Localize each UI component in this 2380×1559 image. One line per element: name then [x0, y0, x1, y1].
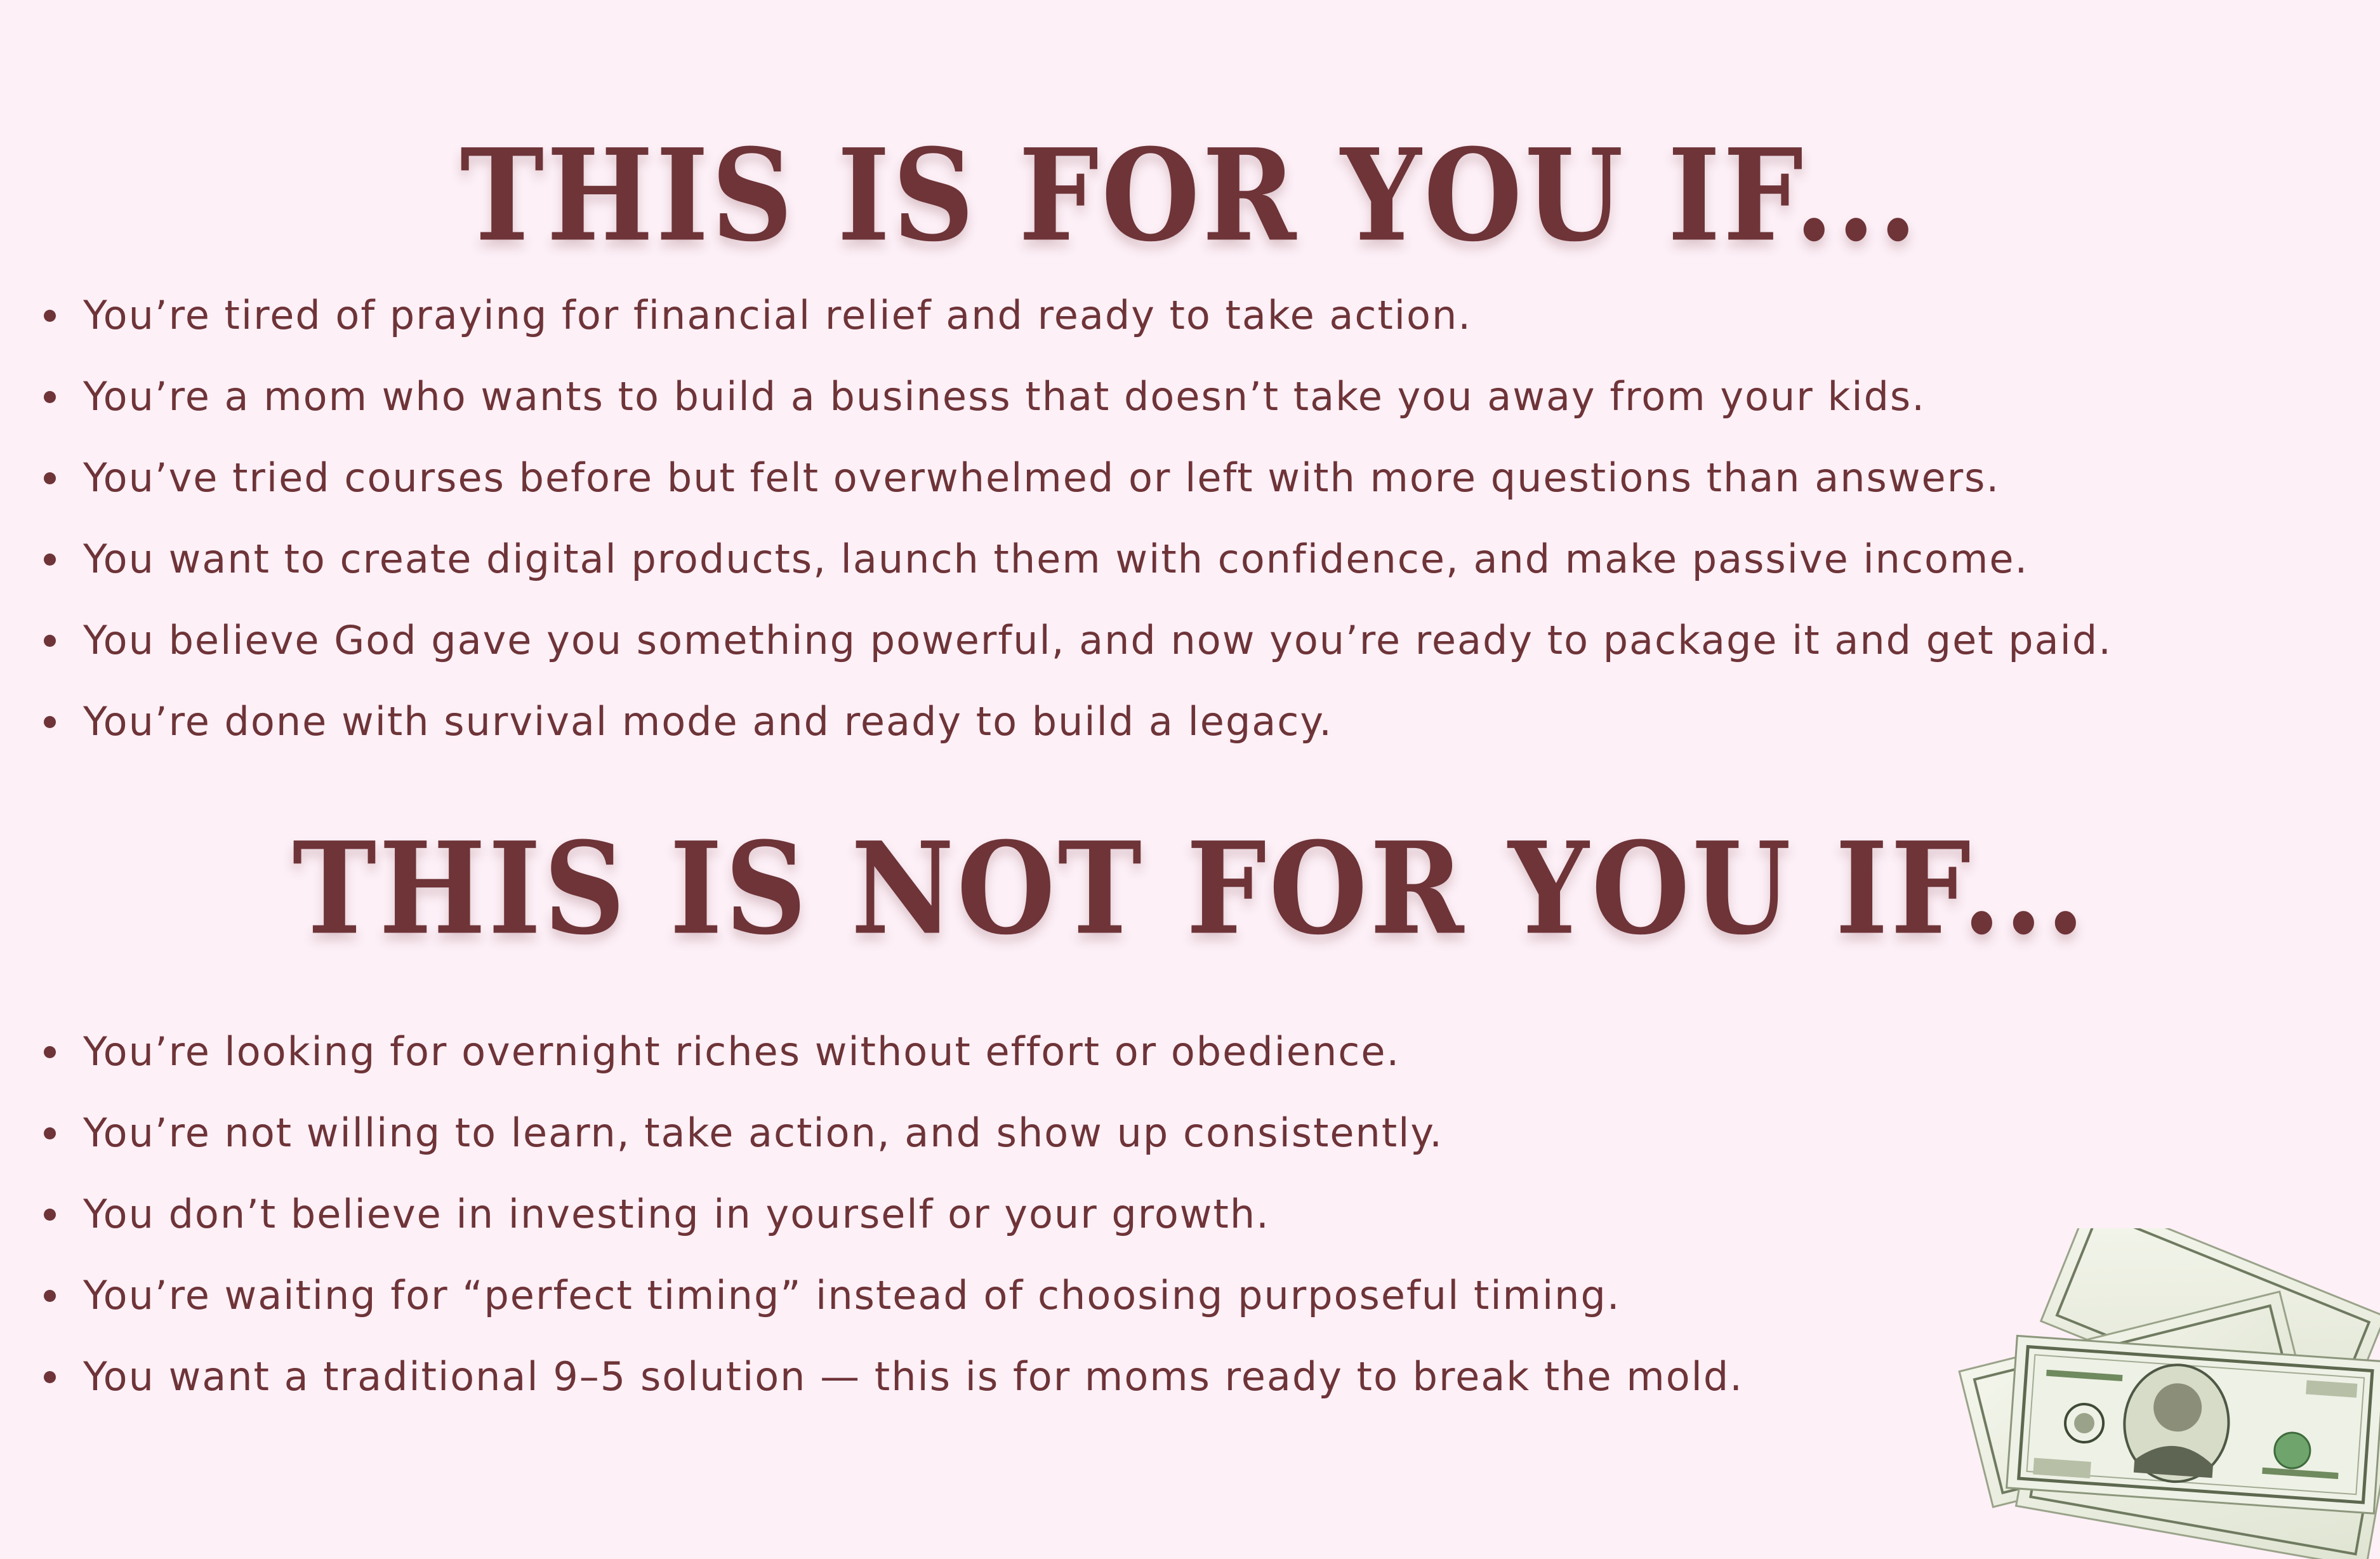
heading-for-you: THIS IS FOR YOU IF... [459, 121, 1921, 270]
bullet-icon [44, 1371, 56, 1383]
list-item-text: You want to create digital products, launch them with confidence, and make passive income. [83, 536, 2029, 582]
list-item-text: You want a traditional 9–5 solution — this is for moms ready to break the mold. [83, 1353, 1743, 1400]
list-item [0, 437, 2112, 519]
list-item-text: You’re looking for overnight riches without effort or obedience. [83, 1028, 1401, 1075]
list-item-text: You’re not willing to learn, take action, and show up consistently. [83, 1110, 1443, 1156]
list-item-text: You’re a mom who wants to build a business that doesn’t take you away from your kids. [83, 373, 1926, 420]
list-item [0, 519, 2112, 600]
list-item-text: You’re tired of praying for financial relief and ready to take action. [83, 292, 1472, 338]
list-item [0, 1092, 1743, 1174]
bullet-icon [44, 472, 56, 484]
list-item [0, 600, 2112, 681]
not-for-you-list [0, 1011, 1743, 1417]
list-item [0, 356, 2112, 437]
bullet-icon [44, 1127, 56, 1139]
list-item-text: You believe God gave you something powerful, and now you’re ready to package it and get paid. [83, 617, 2112, 663]
list-item [0, 1011, 1743, 1092]
bullet-icon [44, 635, 56, 647]
front-bill [2007, 1336, 2380, 1513]
list-item-text: You’ve tried courses before but felt overwhelmed or left with more questions than answers. [83, 454, 2000, 501]
bullet-icon [44, 554, 56, 566]
for-you-list [0, 275, 2112, 762]
list-item-text: You don’t believe in investing in yourself or your growth. [83, 1191, 1270, 1237]
money-stack-image [1948, 1228, 2380, 1559]
list-item-text: You’re waiting for “perfect timing” instead of choosing purposeful timing. [83, 1272, 1621, 1318]
bullet-icon [44, 1290, 56, 1302]
heading-not-for-you: THIS IS NOT FOR YOU IF... [292, 814, 2088, 963]
list-item [0, 1336, 1743, 1417]
bullet-icon [44, 716, 56, 728]
list-item [0, 275, 2112, 356]
bullet-icon [44, 310, 56, 322]
list-item [0, 1255, 1743, 1336]
bullet-icon [44, 1046, 56, 1058]
bullet-icon [44, 391, 56, 403]
bullet-icon [44, 1209, 56, 1221]
list-item [0, 681, 2112, 762]
list-item-text: You’re done with survival mode and ready to build a legacy. [83, 698, 1333, 745]
list-item [0, 1174, 1743, 1255]
